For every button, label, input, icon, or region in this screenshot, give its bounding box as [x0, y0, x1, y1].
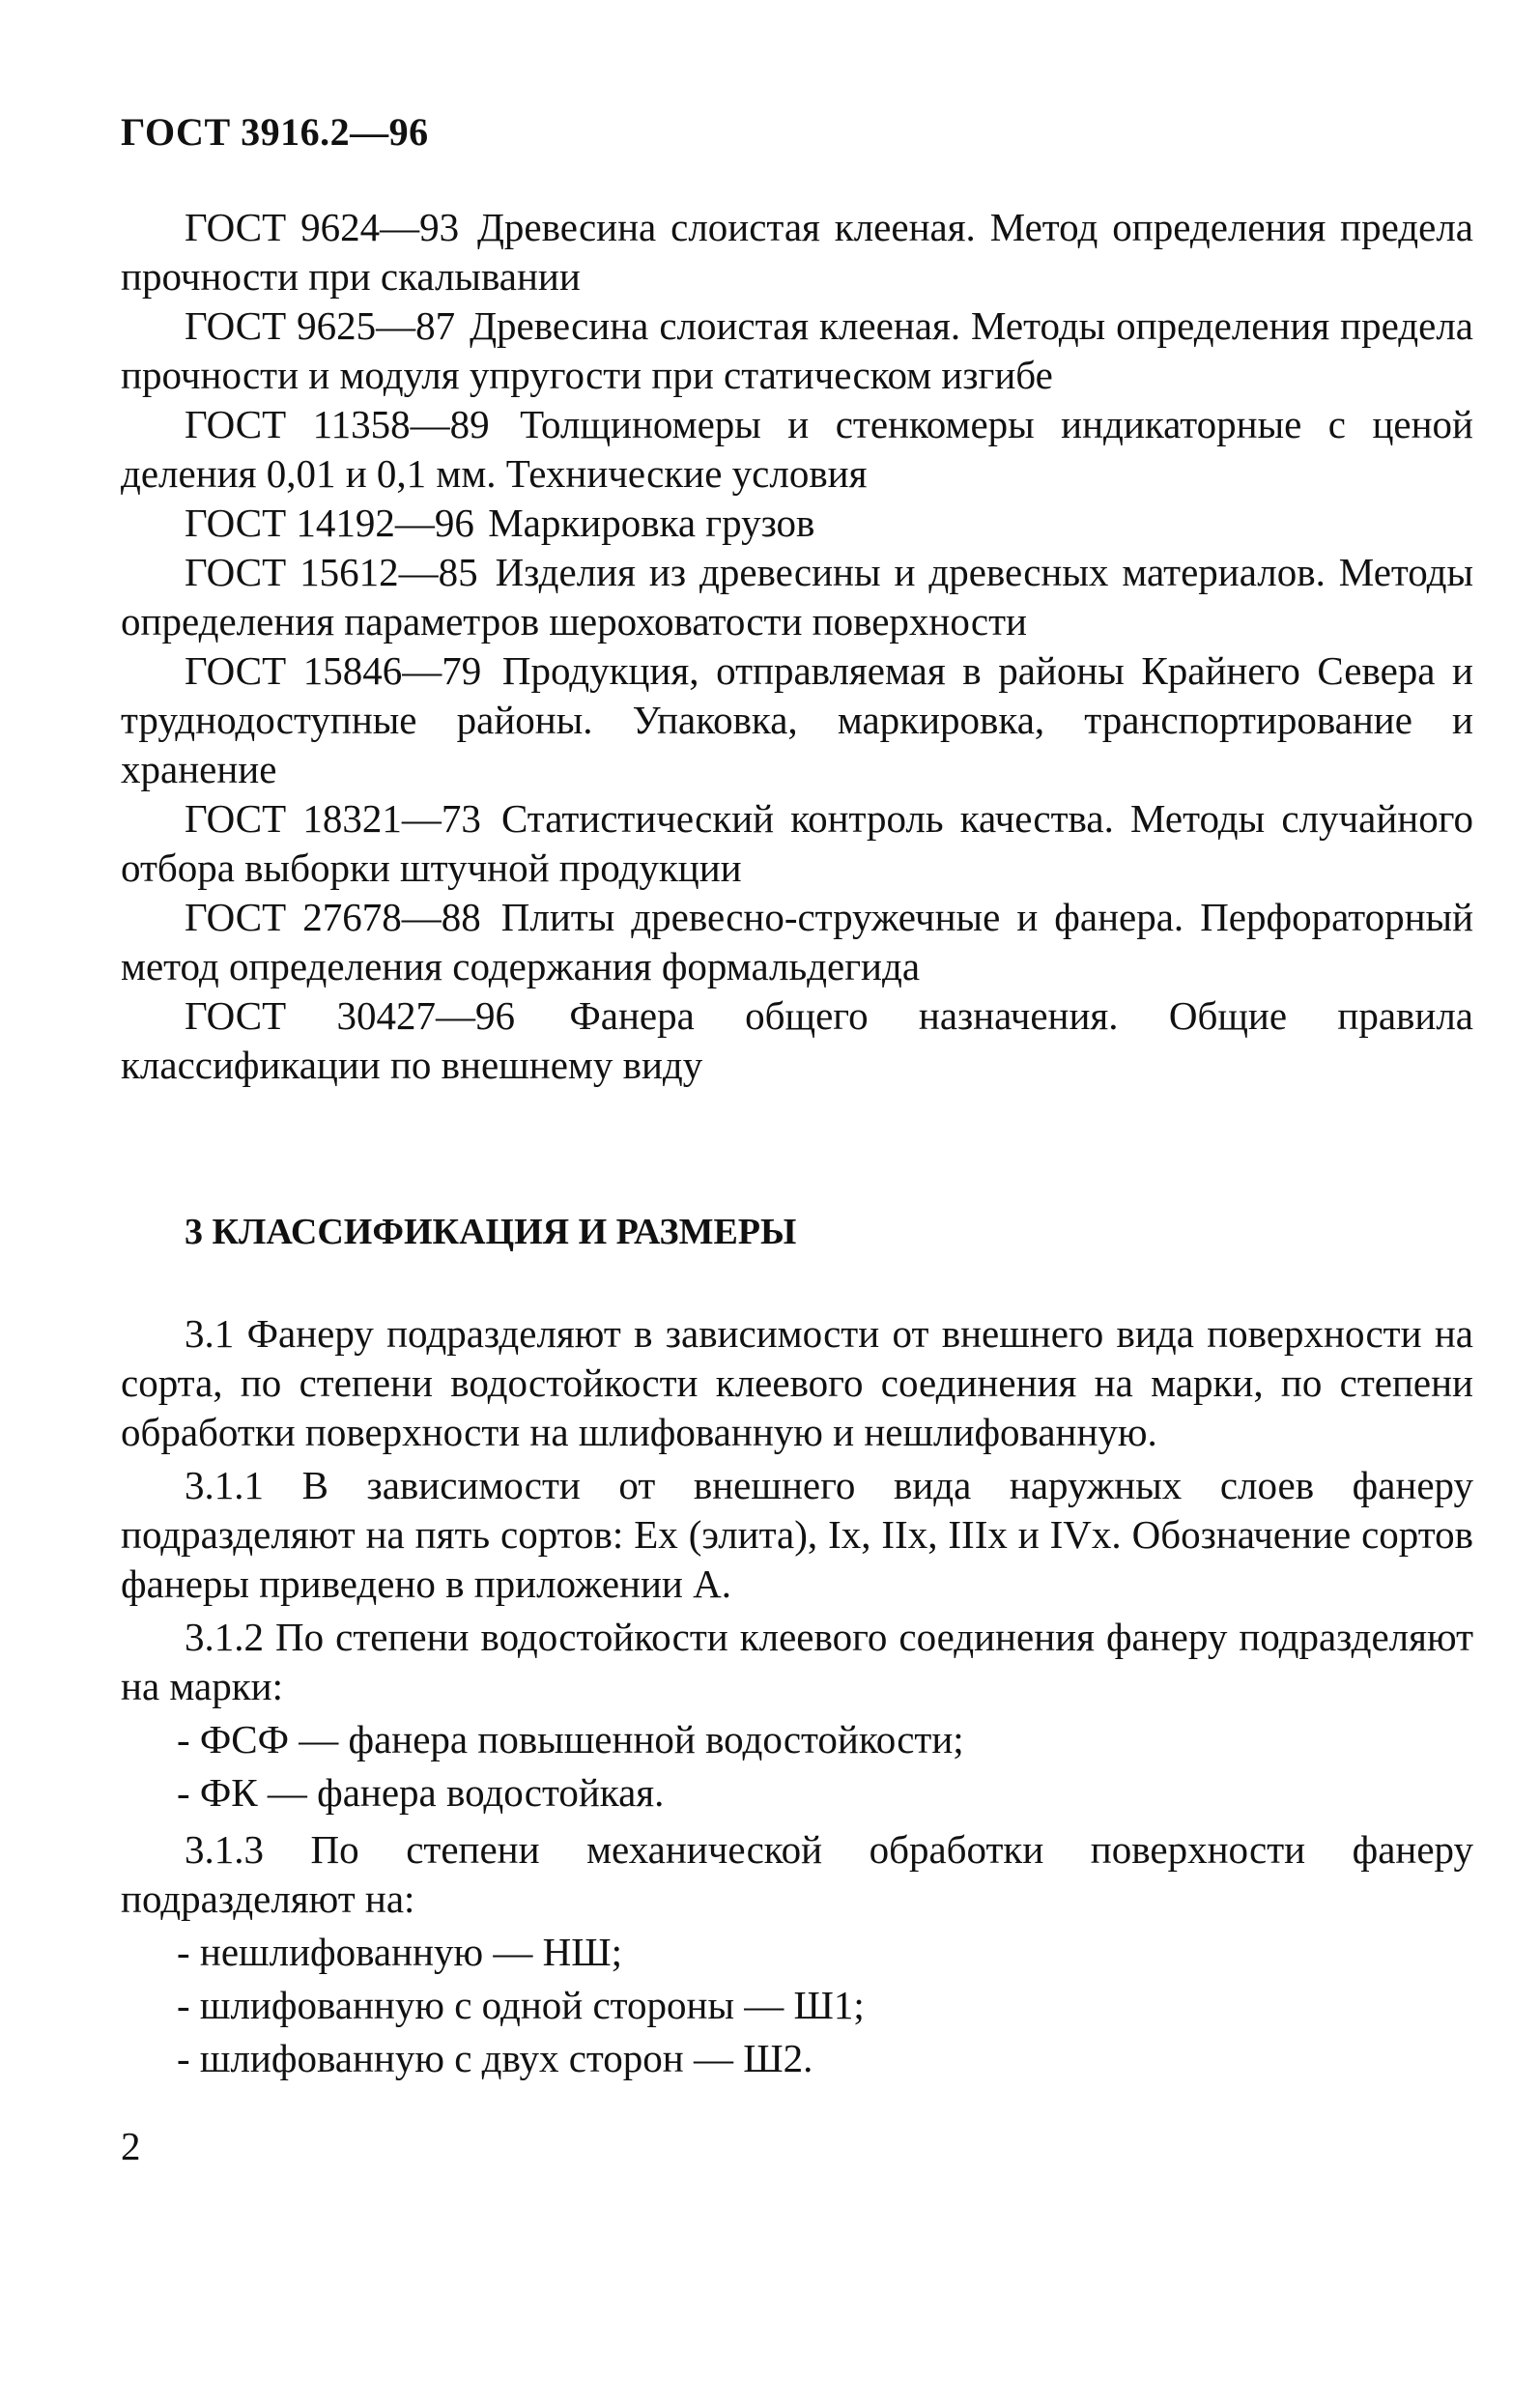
reference-code: ГОСТ 15846—79 [185, 648, 482, 693]
reference-title: Статистический контроль качества. Методы случайного отбора выборки штучной продукции [121, 796, 1473, 890]
list-item: - нешлифованную — НШ; [177, 1930, 622, 1974]
reference-item [121, 203, 1473, 301]
document-page [121, 0, 1473, 2406]
reference-title: Плиты древесно-стружечные и фанера. Перфораторный метод определения содержания формальдегида [121, 895, 1474, 988]
reference-item [121, 794, 1473, 893]
reference-title: Продукция, отправляемая в районы Крайнего Севера и труднодоступные районы. Упаковка, маркировка, транспортирование и хранение [121, 648, 1473, 791]
reference-code: ГОСТ 18321—73 [185, 796, 481, 841]
reference-title: Древесина слоистая клееная. Методы определения предела прочности и модуля упругости при статическом изгибе [121, 303, 1473, 397]
section-body [121, 1309, 1473, 2087]
reference-item [121, 548, 1473, 646]
list-item: - ФК — фанера водостойкая. [177, 1770, 665, 1815]
reference-title: Толщиномеры и стенкомеры индикаторные с ценой деления 0,01 и 0,1 мм. Технические условия [121, 402, 1473, 496]
reference-item [121, 400, 1473, 499]
reference-item [121, 646, 1473, 794]
reference-title: Фанера общего назначения. Общие правила классификации по внешнему виду [121, 993, 1473, 1087]
reference-code: ГОСТ 15612—85 [185, 550, 478, 594]
reference-item [121, 991, 1473, 1090]
list-item: - ФСФ — фанера повышенной водостойкости; [177, 1717, 964, 1762]
reference-code: ГОСТ 9625—87 [185, 303, 456, 348]
clause-3-1-1: 3.1.1 В зависимости от внешнего вида наружных слоев фанеру подразделяют на пять сортов: Ех (элита), Iх, IIх, IIIх и IVх. Обозначение сортов фанеры приведено в приложении А. [121, 1463, 1473, 1606]
reference-item [121, 301, 1473, 400]
reference-title: Изделия из древесины и древесных материалов. Методы определения параметров шероховатости поверхности [121, 550, 1473, 644]
clause-3-1: 3.1 Фанеру подразделяют в зависимости от внешнего вида поверхности на сорта, по степени водостойкости клеевого соединения на марки, по степени обработки поверхности на шлифованную и нешлифованную. [121, 1311, 1473, 1454]
reference-code: ГОСТ 9624—93 [185, 205, 460, 249]
running-head: ГОСТ 3916.2—96 [121, 110, 429, 154]
list-item: - шлифованную с одной стороны — Ш1; [177, 1983, 865, 2027]
reference-title: Маркировка грузов [488, 501, 815, 545]
reference-title: Древесина слоистая клееная. Метод определения предела прочности при скалывании [121, 205, 1474, 299]
reference-code: ГОСТ 14192—96 [185, 501, 474, 545]
page-number: 2 [121, 2124, 141, 2168]
clause-3-1-2: 3.1.2 По степени водостойкости клеевого соединения фанеру подразделяют на марки: [121, 1615, 1473, 1708]
reference-item [121, 893, 1473, 991]
clause-3-1-3: 3.1.3 По степени механической обработки поверхности фанеру подразделяют на: [121, 1827, 1473, 1921]
reference-code: ГОСТ 30427—96 [185, 993, 516, 1038]
reference-item [121, 499, 1473, 548]
list-item: - шлифованную с двух сторон — Ш2. [177, 2036, 813, 2080]
section-heading: 3 КЛАССИФИКАЦИЯ И РАЗМЕРЫ [185, 1212, 797, 1252]
normative-references-list [121, 203, 1473, 1090]
reference-code: ГОСТ 11358—89 [185, 402, 490, 446]
reference-code: ГОСТ 27678—88 [185, 895, 481, 939]
